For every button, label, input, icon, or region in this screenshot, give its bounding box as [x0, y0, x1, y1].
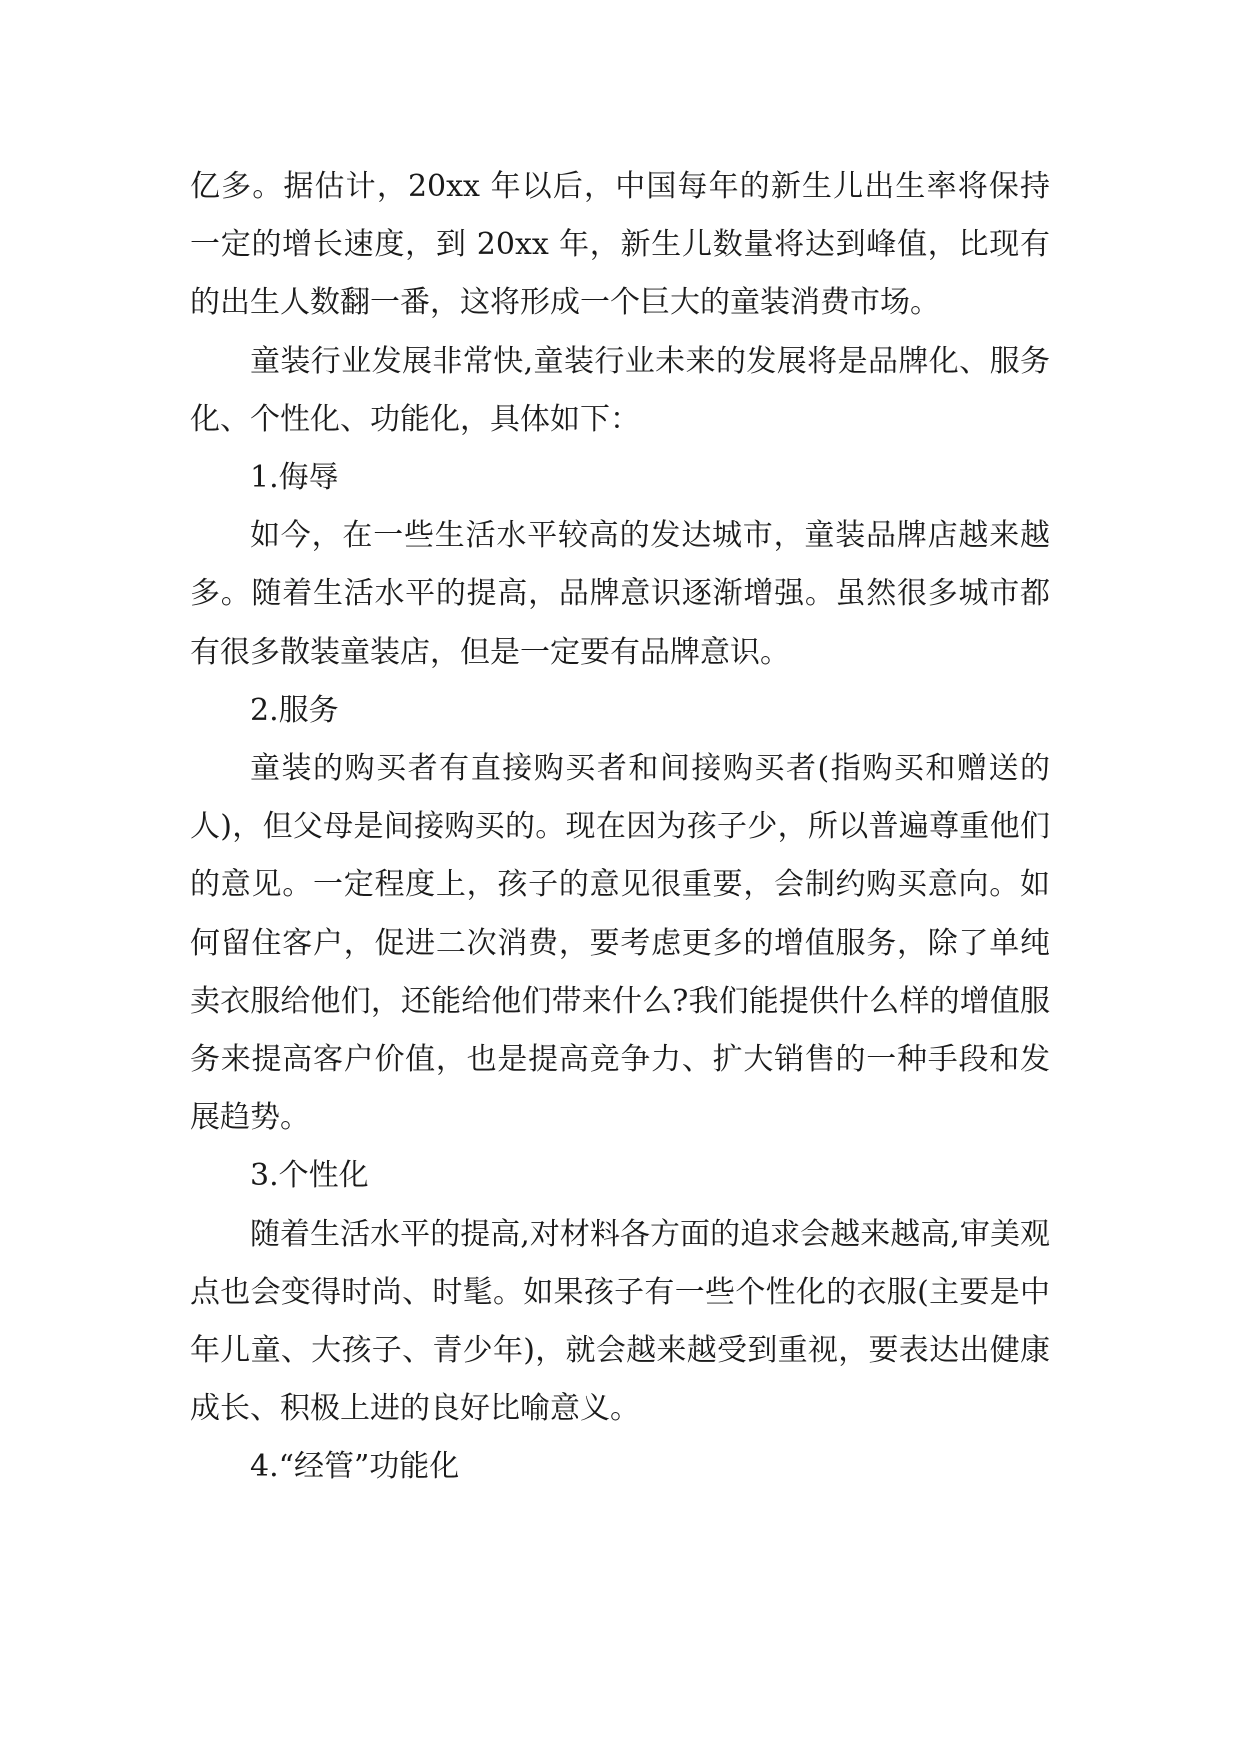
paragraph-service: 童装的购买者有直接购买者和间接购买者(指购买和赠送的人)，但父母是间接购买的。现在因为孩子少，所以普遍尊重他们的意见。一定程度上，孩子的意见很重要，会制约购买意向。如何留住客户，促进二次消费，要考虑更多的增值服务，除了单纯卖衣服给他们，还能给他们带来什么?我们能提供什么样的增值服务来提高客户价值，也是提高竞争力、扩大销售的一种手段和发展趋势。 — [190, 751, 1050, 1136]
heading-3: 3.个性化 — [250, 1158, 369, 1194]
heading-1: 1.侮辱 — [250, 460, 339, 496]
paragraph-birth-rate: 亿多。据估计，20xx 年以后，中国每年的新生儿出生率将保持一定的增长速度，到 20xx 年，新生儿数量将达到峰值，比现有的出生人数翻一番，这将形成一个巨大的童装消费市场。 — [190, 169, 1050, 321]
paragraph-personalization: 随着生活水平的提高,对材料各方面的追求会越来越高,审美观点也会变得时尚、时髦。如果孩子有一些个性化的衣服(主要是中年儿童、大孩子、青少年)，就会越来越受到重视，要表达出健康成长、积极上进的良好比喻意义。 — [190, 1216, 1050, 1427]
heading-2: 2.服务 — [250, 692, 339, 728]
heading-4: 4.“经管”功能化 — [250, 1449, 460, 1485]
document-body — [190, 158, 1050, 1497]
paragraph-branding: 如今，在一些生活水平较高的发达城市，童装品牌店越来越多。随着生活水平的提高，品牌意识逐渐增强。虽然很多城市都有很多散装童装店，但是一定要有品牌意识。 — [190, 518, 1050, 670]
paragraph-industry-trends: 童装行业发展非常快,童装行业未来的发展将是品牌化、服务化、个性化、功能化，具体如下： — [190, 343, 1050, 437]
